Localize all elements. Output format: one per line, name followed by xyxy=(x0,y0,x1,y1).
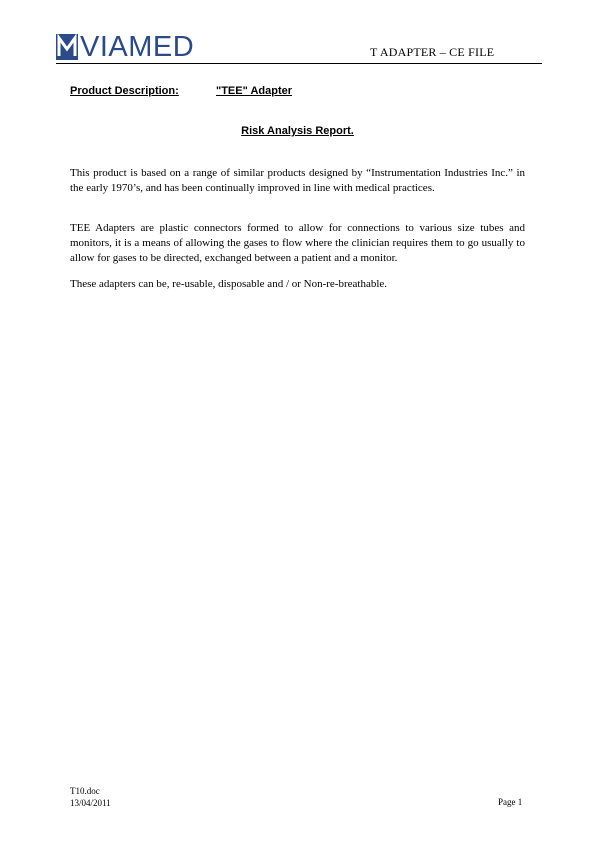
product-description-row xyxy=(70,85,293,97)
viamed-logo-mark-icon xyxy=(56,32,78,62)
header-rule xyxy=(56,63,542,64)
report-title: Risk Analysis Report. xyxy=(241,125,354,137)
page-number: Page 1 xyxy=(498,797,523,807)
paragraph-usage: These adapters can be, re-usable, disposable and / or Non-re-breathable. xyxy=(70,278,388,290)
product-description-value: "TEE" Adapter xyxy=(216,85,293,97)
viamed-logo xyxy=(56,31,194,63)
product-description-label: Product Description: xyxy=(70,85,179,97)
paragraph-origin: This product is based on a range of similar products designed by “Instrumentation Industries Inc.” in the early 1970’s, and has been continually improved in line with medical practices. xyxy=(70,167,525,194)
paragraph-description: TEE Adapters are plastic connectors formed to allow for connections to various size tubes and monitors, it is a means of allowing the gases to flow where the clinician requires them to go usually to allow for gases to be directed, exchanged between a patient and a monitor. xyxy=(70,222,525,264)
footer-filename: T10.doc xyxy=(70,786,100,796)
logo-text: VIAMED xyxy=(80,31,195,63)
footer xyxy=(70,785,111,809)
footer-date: 13/04/2011 xyxy=(70,798,111,808)
document-title: T ADAPTER – CE FILE xyxy=(370,45,495,59)
